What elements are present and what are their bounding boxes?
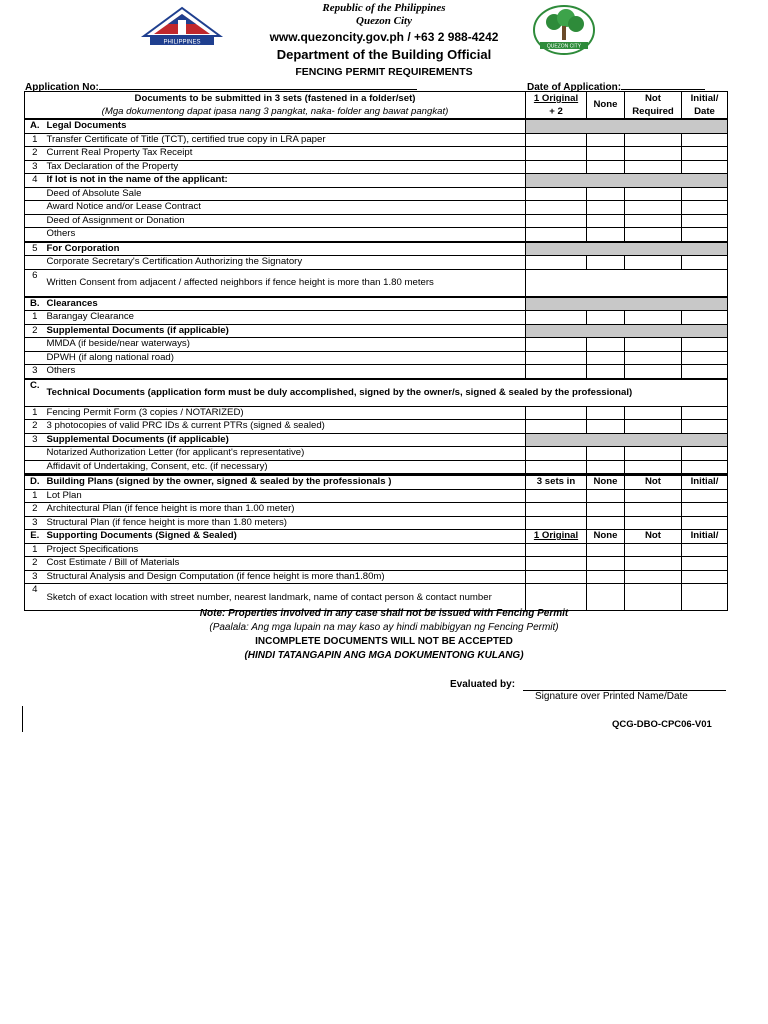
application-number-label: Application No: <box>25 82 99 93</box>
table-row: 1 Lot Plan <box>25 489 728 503</box>
city-heading: Quezon City <box>356 15 412 27</box>
note-incomplete-filipino: (HINDI TATANGAPIN ANG MGA DOKUMENTONG KULANG) <box>244 650 524 661</box>
table-row: 3 Structural Analysis and Design Computation (if fence height is more than1.80m) <box>25 570 728 584</box>
table-row: 3 Tax Declaration of the Property <box>25 160 728 174</box>
contact-line: www.quezoncity.gov.ph / +63 2 988-4242 <box>269 30 499 44</box>
page-title: FENCING PERMIT REQUIREMENTS <box>295 66 473 78</box>
application-number-blank[interactable] <box>99 80 417 90</box>
requirements-table <box>24 91 728 611</box>
application-date-label: Date of Application: <box>527 82 622 93</box>
original-column-header: 1 Original + 2 <box>526 92 587 120</box>
table-row: Award Notice and/or Lease Contract <box>25 201 728 215</box>
table-row: Affidavit of Undertaking, Consent, etc. (if necessary) <box>25 460 728 475</box>
note-cases-filipino: (Paalala: Ang mga lupain na may kaso ay hindi mabibigyan ng Fencing Permit) <box>209 622 559 633</box>
evaluated-by-label: Evaluated by: <box>450 679 516 690</box>
form-code: QCG-DBO-CPC06-V01 <box>612 719 712 730</box>
section-row-e: E. Supporting Documents (Signed & Sealed) 1 Original None Not Initial/ <box>25 530 728 544</box>
section-title: Technical Documents (application form must be duly accomplished, signed by the owner/s, signed & sealed by the professional) <box>45 379 728 407</box>
margin-mark <box>22 706 23 732</box>
section-row-a: A. Legal Documents <box>25 119 728 133</box>
section-row-b: B. Clearances <box>25 297 728 311</box>
table-row: DPWH (if along national road) <box>25 351 728 365</box>
table-row: Others <box>25 228 728 242</box>
table-row: 2 Current Real Property Tax Receipt <box>25 147 728 161</box>
department-title: Department of the Building Official <box>276 47 492 62</box>
section-row-d: D. Building Plans (signed by the owner, signed & sealed by the professionals ) 3 sets in None Not Initial/ <box>25 475 728 490</box>
none-column-header: None <box>587 92 625 120</box>
section-row-c: C. Technical Documents (application form must be duly accomplished, signed by the owner/s, signed & sealed by the professional) <box>25 379 728 407</box>
table-row: 1 Barangay Clearance <box>25 311 728 325</box>
table-row: 3 Structural Plan (if fence height is more than 1.80 meters) <box>25 516 728 530</box>
republic-heading: Republic of the Philippines <box>322 2 446 14</box>
table-row: Corporate Secretary's Certification Authorizing the Signatory <box>25 256 728 270</box>
documents-header: Documents to be submitted in 3 sets (fastened in a folder/set) (Mga dokumentong dapat ipasa nang 3 pangkat, naka- folder ang bawat pangkat) <box>25 92 526 120</box>
table-row: 1 Fencing Permit Form (3 copies / NOTARIZED) <box>25 406 728 420</box>
section-title: Legal Documents <box>45 119 526 133</box>
section-title: Building Plans (signed by the owner, signed & sealed by the professionals ) <box>45 475 526 490</box>
table-row: 4 Sketch of exact location with street number, nearest landmark, name of contact person & contact number <box>25 584 728 611</box>
table-row: 5 For Corporation <box>25 242 728 256</box>
not-required-column-header: Not Required <box>625 92 682 120</box>
table-row: 1 Transfer Certificate of Title (TCT), certified true copy in LRA paper <box>25 133 728 147</box>
table-row: Deed of Assignment or Donation <box>25 214 728 228</box>
table-row: 2 Cost Estimate / Bill of Materials <box>25 557 728 571</box>
table-row: 4 If lot is not in the name of the applicant: <box>25 174 728 188</box>
initial-date-column-header: Initial/ Date <box>682 92 728 120</box>
signature-label: Signature over Printed Name/Date <box>535 691 688 702</box>
svg-text:PHILIPPINES: PHILIPPINES <box>163 39 201 46</box>
table-row: Notarized Authorization Letter (for applicant's representative) <box>25 447 728 461</box>
section-title: Clearances <box>45 297 526 311</box>
table-row: 2 Architectural Plan (if fence height is more than 1.00 meter) <box>25 503 728 517</box>
section-title: Supporting Documents (Signed & Sealed) <box>45 530 526 544</box>
table-row: Deed of Absolute Sale <box>25 187 728 201</box>
table-row: MMDA (if beside/near waterways) <box>25 338 728 352</box>
table-row: 2 3 photocopies of valid PRC IDs & current PTRs (signed & sealed) <box>25 420 728 434</box>
table-row: 6 Written Consent from adjacent / affected neighbors if fence height is more than 1.80 meters <box>25 269 728 297</box>
table-header-row <box>25 92 728 120</box>
note-cases: Note: Properties involved in any case shall not be issued with Fencing Permit <box>199 608 569 619</box>
table-row: 2 Supplemental Documents (if applicable) <box>25 324 728 338</box>
table-row: 1 Project Specifications <box>25 543 728 557</box>
table-row: 3 Others <box>25 365 728 379</box>
application-date-blank[interactable] <box>621 80 705 90</box>
svg-text:QUEZON CITY: QUEZON CITY <box>546 43 582 50</box>
table-row: 3 Supplemental Documents (if applicable) <box>25 433 728 447</box>
note-incomplete: INCOMPLETE DOCUMENTS WILL NOT BE ACCEPTED <box>255 636 513 647</box>
